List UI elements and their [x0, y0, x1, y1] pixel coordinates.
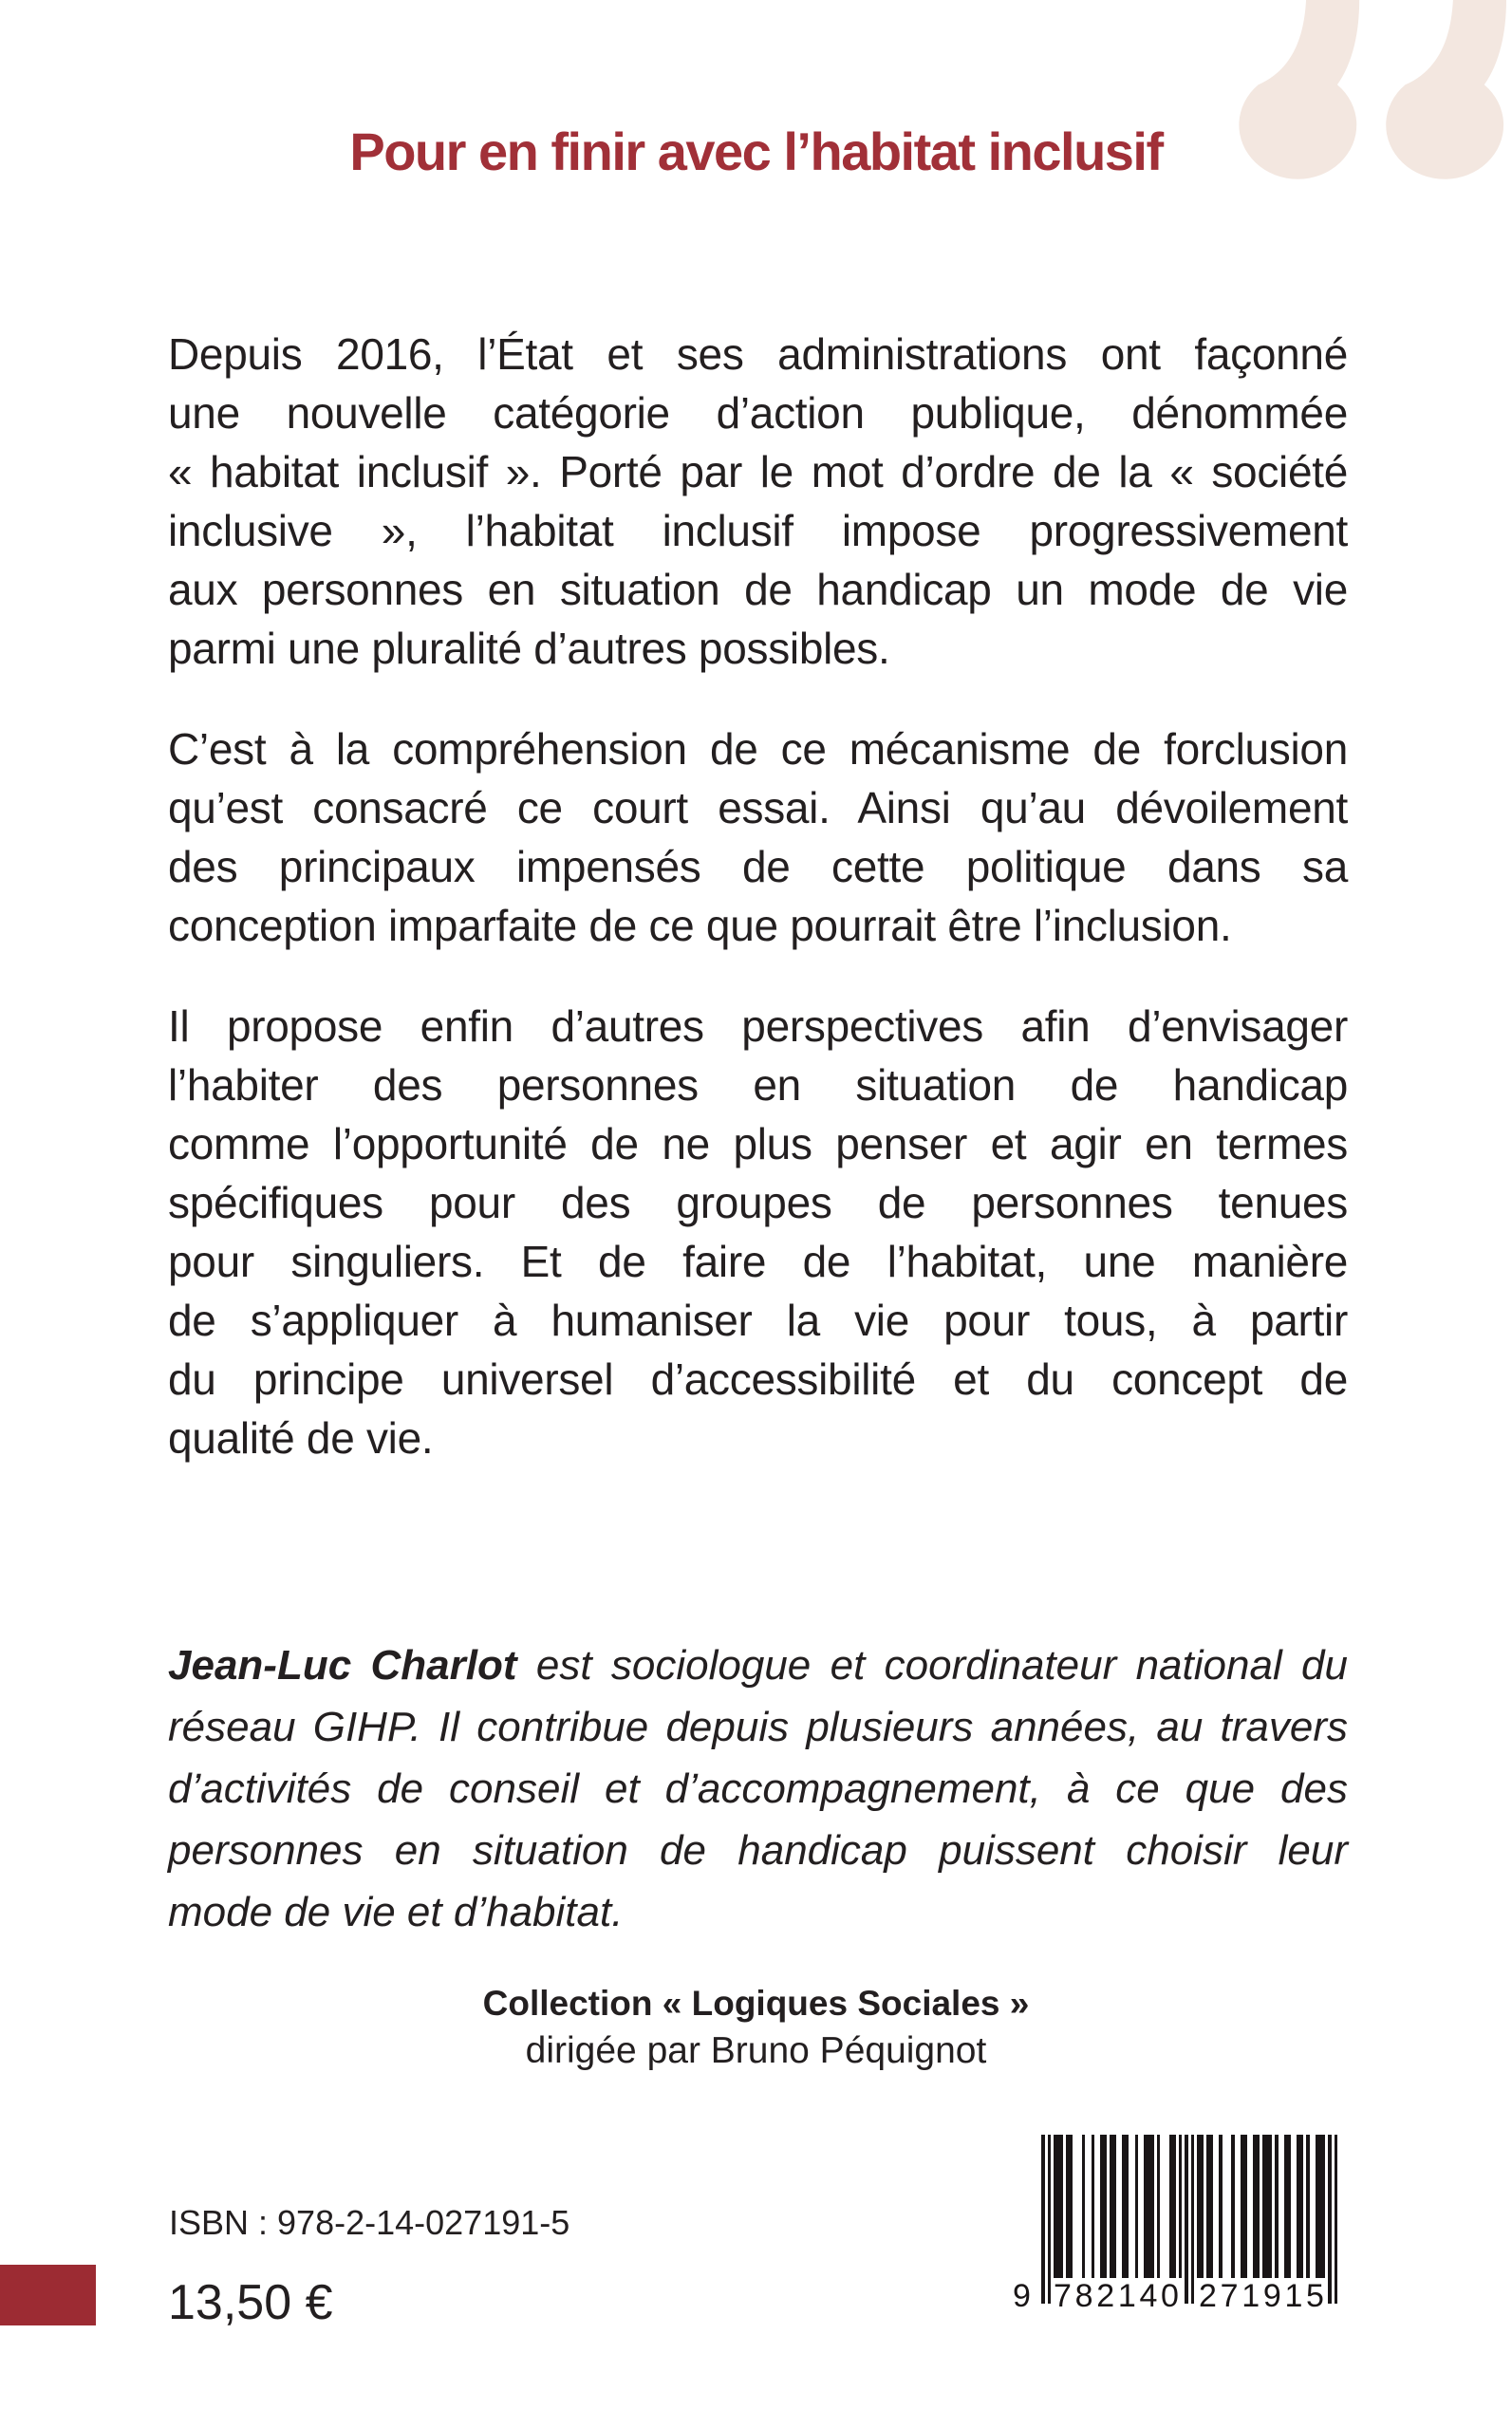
text-line: l’habiter des personnes en situation de handicap	[168, 1060, 1348, 1110]
barcode-digit: 7	[1220, 2278, 1239, 2314]
barcode-bar	[1104, 2135, 1108, 2278]
barcode-bar	[1328, 2135, 1332, 2304]
author-bio-first-line-rest: est sociologue et coordinateur national du	[516, 1642, 1348, 1689]
barcode-bar	[1126, 2135, 1129, 2278]
barcode-digit: 1	[1117, 2278, 1136, 2314]
text-line: des principaux impensés de cette politique dans sa	[168, 842, 1348, 891]
book-title: Pour en finir avec l’habitat inclusif	[349, 121, 1163, 181]
price-text: 13,50 €	[168, 2275, 333, 2330]
text-line: spécifiques pour des groupes de personnes tenues	[168, 1178, 1348, 1227]
barcode-bar	[1306, 2135, 1310, 2278]
collection-block	[0, 1980, 1512, 2075]
synopsis-paragraph-1	[168, 325, 1348, 678]
barcode-bar	[1185, 2135, 1188, 2304]
barcode-digit: 9	[1262, 2278, 1281, 2314]
text-line: une nouvelle catégorie d’action publique, dénommée	[168, 388, 1348, 438]
barcode-digit: 2	[1199, 2278, 1217, 2314]
red-accent-bar	[0, 2265, 96, 2325]
text-line: aux personnes en situation de handicap un mode de vie	[168, 565, 1348, 614]
barcode-digit: 7	[1054, 2278, 1072, 2314]
isbn-text: ISBN : 978-2-14-027191-5	[169, 2203, 570, 2242]
barcode-bar	[1070, 2135, 1073, 2278]
text-line: inclusive », l’habitat inclusif impose progressivement	[168, 506, 1348, 555]
text-line: comme l’opportunité de ne plus penser et agir en termes	[168, 1119, 1348, 1168]
barcode-bar	[1275, 2135, 1279, 2278]
barcode-bar	[1322, 2135, 1326, 2278]
barcode-bar	[1135, 2135, 1139, 2278]
author-bio-first-line	[168, 1634, 1348, 1696]
barcode-bar	[1287, 2135, 1291, 2278]
synopsis-paragraph-2	[168, 719, 1348, 955]
barcode-bar	[1231, 2135, 1235, 2278]
collection-title: Collection « Logiques Sociales »	[482, 1984, 1030, 2023]
author-bio-lines	[168, 1696, 1348, 1943]
text-line: Depuis 2016, l’État et ses administrations ont façonné	[168, 329, 1348, 379]
barcode-bar	[1060, 2135, 1064, 2278]
text-line: Il propose enfin d’autres perspectives afin d’envisager	[168, 1001, 1348, 1051]
barcode-bar	[1179, 2135, 1183, 2278]
ean13-barcode	[1013, 2135, 1337, 2317]
barcode-bar	[1200, 2135, 1204, 2278]
text-line: du principe universel d’accessibilité et du concept de	[168, 1354, 1348, 1404]
barcode-bar	[1257, 2135, 1260, 2278]
text-line: conception imparfaite de ce que pourrait être l’inclusion.	[168, 901, 1232, 950]
barcode-digit: 5	[1306, 2278, 1324, 2314]
text-line: qualité de vie.	[168, 1413, 434, 1463]
barcode-bar	[1191, 2135, 1195, 2304]
barcode-right-group	[1199, 2280, 1324, 2312]
text-line: personnes en situation de handicap puissent choisir leur	[168, 1827, 1348, 1874]
barcode-bar	[1150, 2135, 1154, 2278]
barcode-bar	[1048, 2135, 1052, 2304]
barcode-bar	[1219, 2135, 1223, 2278]
barcode-bar	[1243, 2135, 1247, 2278]
barcode-bar	[1157, 2135, 1161, 2278]
author-bio	[168, 1634, 1348, 1943]
collection-director: dirigée par Bruno Péquignot	[525, 2030, 987, 2071]
text-line: réseau GIHP. Il contribue depuis plusieurs années, au travers	[168, 1704, 1348, 1750]
barcode-bar	[1172, 2135, 1176, 2278]
barcode-bar	[1269, 2135, 1273, 2278]
barcode-digit: 2	[1096, 2278, 1115, 2314]
text-line: C’est à la compréhension de ce mécanisme de forclusion	[168, 724, 1348, 774]
barcode-bar	[1300, 2135, 1304, 2278]
synopsis-paragraph-3	[168, 997, 1348, 1467]
text-line: qu’est consacré ce court essai. Ainsi qu’au dévoilement	[168, 783, 1348, 832]
text-line: pour singuliers. Et de faire de l’habitat, une manière	[168, 1237, 1348, 1286]
text-line: parmi une pluralité d’autres possibles.	[168, 624, 890, 673]
text-line: de s’appliquer à humaniser la vie pour tous, à partir	[168, 1296, 1348, 1345]
text-line: d’activités de conseil et d’accompagnement, à ce que des	[168, 1765, 1348, 1812]
text-line: mode de vie et d’habitat.	[168, 1889, 624, 1935]
barcode-bar	[1113, 2135, 1117, 2278]
barcode-digit-9: 9	[1013, 2278, 1031, 2314]
barcode-digit: 1	[1241, 2278, 1260, 2314]
barcode-bar	[1335, 2135, 1338, 2304]
barcode-bar	[1209, 2135, 1213, 2278]
barcode-digit: 1	[1284, 2278, 1303, 2314]
text-line: « habitat inclusif ». Porté par le mot d’ordre de la « société	[168, 447, 1348, 496]
barcode-left-group	[1054, 2280, 1179, 2312]
barcode-digit: 0	[1161, 2278, 1179, 2314]
barcode-bar	[1082, 2135, 1086, 2278]
barcode-bar	[1041, 2135, 1045, 2304]
synopsis	[168, 325, 1348, 1509]
barcode-bar	[1092, 2135, 1095, 2278]
barcode-digit: 8	[1074, 2278, 1093, 2314]
author-name: Jean-Luc Charlot	[168, 1642, 517, 1689]
barcode-digit: 4	[1139, 2278, 1158, 2314]
